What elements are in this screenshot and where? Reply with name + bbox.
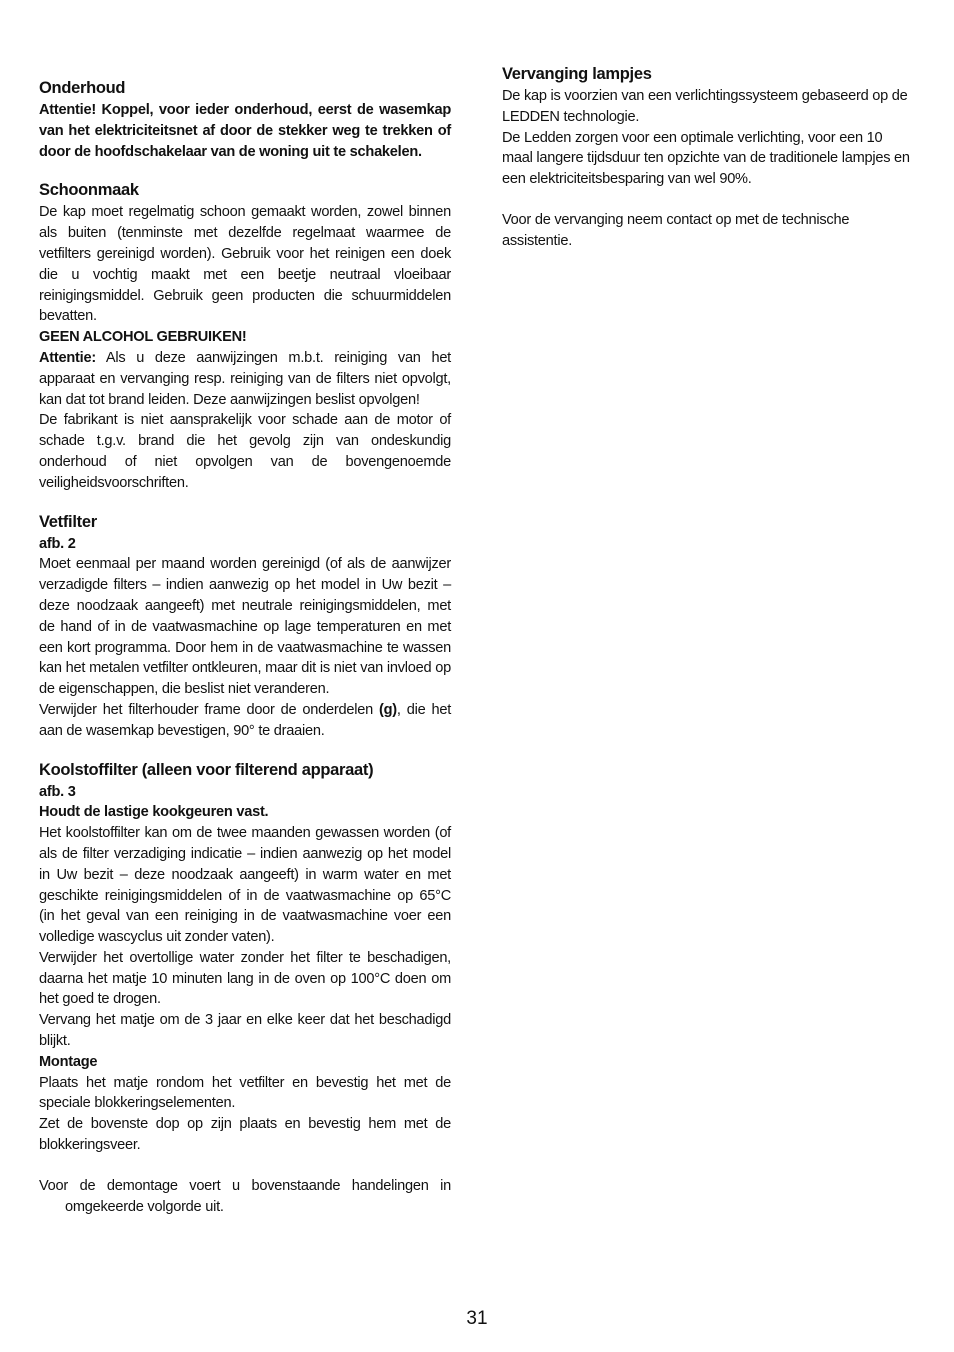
vetfilter-paragraph-2 bbox=[39, 700, 451, 742]
vetfilter-p2-start: Verwijder het filterhouder frame door de onderdelen bbox=[39, 701, 379, 718]
vetfilter-paragraph-1: Moet eenmaal per maand worden gereinigd (of als de aanwijzer verzadigde filters – indien aanwezig op het model in Uw bezit – deze noodzaak aangeeft) met neutrale reinigingsmiddelen, met de hand of in de vaatwasmachine op lage temperaturen en met een kort programma. Door hem in de vaatwasmachine te wassen kan het metalen vetfilter ontkleuren, maar dit is niet van invloed op de eigenschappen, die beslist niet veranderen. bbox=[39, 556, 451, 698]
schoonmaak-paragraph-1: De kap moet regelmatig schoon gemaakt worden, zowel binnen als buiten (tenminste met dezelfde regelmaat waarmee de vetfilters gereinigd worden). Gebruik voor het reinigen een doek die u vochtig maakt met een beetje neutraal vloeibaar reinigingsmiddel. Gebruik geen producten die schuurmiddelen bevatten. bbox=[39, 204, 451, 325]
koolstoffilter-heading: Koolstoffilter (alleen voor filterend apparaat) bbox=[39, 760, 374, 779]
montage-step-1: Plaats het matje rondom het vetfilter en bevestig het met de speciale blokkeringselementen. bbox=[39, 1074, 451, 1112]
schoonmaak-paragraph-2: De fabrikant is niet aansprakelijk voor schade aan de motor of schade t.g.v. brand die het gevolg zijn van ondeskundig onderhoud of niet opvolgen van de bovengenoemde veiligheidsvoorschriften. bbox=[39, 412, 451, 491]
vetfilter-heading: Vetfilter bbox=[39, 512, 97, 531]
koolstoffilter-paragraph-2: Verwijder het overtollige water zonder het filter te beschadigen, daarna het matje 10 minuten lang in de oven op 100°C doen om het goed te drogen. bbox=[39, 949, 451, 1008]
no-alcohol-warning: GEEN ALCOHOL GEBRUIKEN! bbox=[39, 329, 247, 346]
lampjes-paragraph-3: Voor de vervanging neem contact op met de technische assistentie. bbox=[502, 211, 850, 249]
koolstoffilter-paragraph-1: Het koolstoffilter kan om de twee maanden gewassen worden (of als de filter verzadiging indicatie – indien aanwezig op het model in Uw bezit – deze noodzaak aangeeft) in warm water en met geschikte reinigingsmiddelen of in de vaatwasmachine op 65°C (in het geval van een reiniging in de vaatwasmachine voer een volledige wascyclus uit zonder vaten). bbox=[39, 825, 451, 946]
left-column bbox=[39, 78, 451, 1217]
onderhoud-warning: Attentie! Koppel, voor ieder onderhoud, eerst de wasemkap van het elektriciteitsnet af door de stekker weg te trekken of door de hoofdschakelaar van de woning uit te schakelen. bbox=[39, 102, 451, 160]
lampjes-heading: Vervanging lampjes bbox=[502, 65, 652, 83]
montage-heading: Montage bbox=[39, 1053, 98, 1070]
part-ref-g: (g) bbox=[379, 701, 397, 718]
koolstoffilter-paragraph-3: Vervang het matje om de 3 jaar en elke keer dat het beschadigd blijkt. bbox=[39, 1012, 451, 1050]
lampjes-paragraph-2: De Ledden zorgen voor een optimale verlichting, voor een 10 maal langere tijdsduur ten opzichte van de traditionele lampjes en een elektriciteitsbesparing van wel 90%. bbox=[502, 129, 910, 188]
koolstoffilter-figure-ref: afb. 3 bbox=[39, 783, 76, 800]
page-number: 31 bbox=[466, 1308, 488, 1329]
schoonmaak-attention bbox=[39, 348, 451, 410]
demontage-note: Voor de demontage voert u bovenstaande handelingen in omgekeerde volgorde uit. bbox=[39, 1177, 451, 1215]
attention-text: Als u deze aanwijzingen m.b.t. reiniging van het apparaat en vervanging resp. reiniging van de filters niet opvolgt, kan dat tot brand leiden. Deze aanwijzingen beslist opvolgen! bbox=[39, 349, 451, 408]
montage-step-2: Zet de bovenste dop op zijn plaats en bevestig hem met de blokkeringsveer. bbox=[39, 1116, 451, 1154]
vetfilter-figure-ref: afb. 2 bbox=[39, 535, 76, 552]
attention-label: Attentie: bbox=[39, 349, 96, 366]
koolstoffilter-subtitle: Houdt de lastige kookgeuren vast. bbox=[39, 804, 269, 821]
vetfilter-p2-end: , die het aan de wasemkap bevestigen, 90° te draaien. bbox=[39, 701, 451, 739]
lampjes-paragraph-1: De kap is voorzien van een verlichtingssysteem gebaseerd op de LEDDEN technologie. bbox=[502, 88, 908, 125]
schoonmaak-heading: Schoonmaak bbox=[39, 181, 139, 200]
right-column bbox=[502, 64, 914, 252]
onderhoud-heading: Onderhoud bbox=[39, 79, 126, 97]
